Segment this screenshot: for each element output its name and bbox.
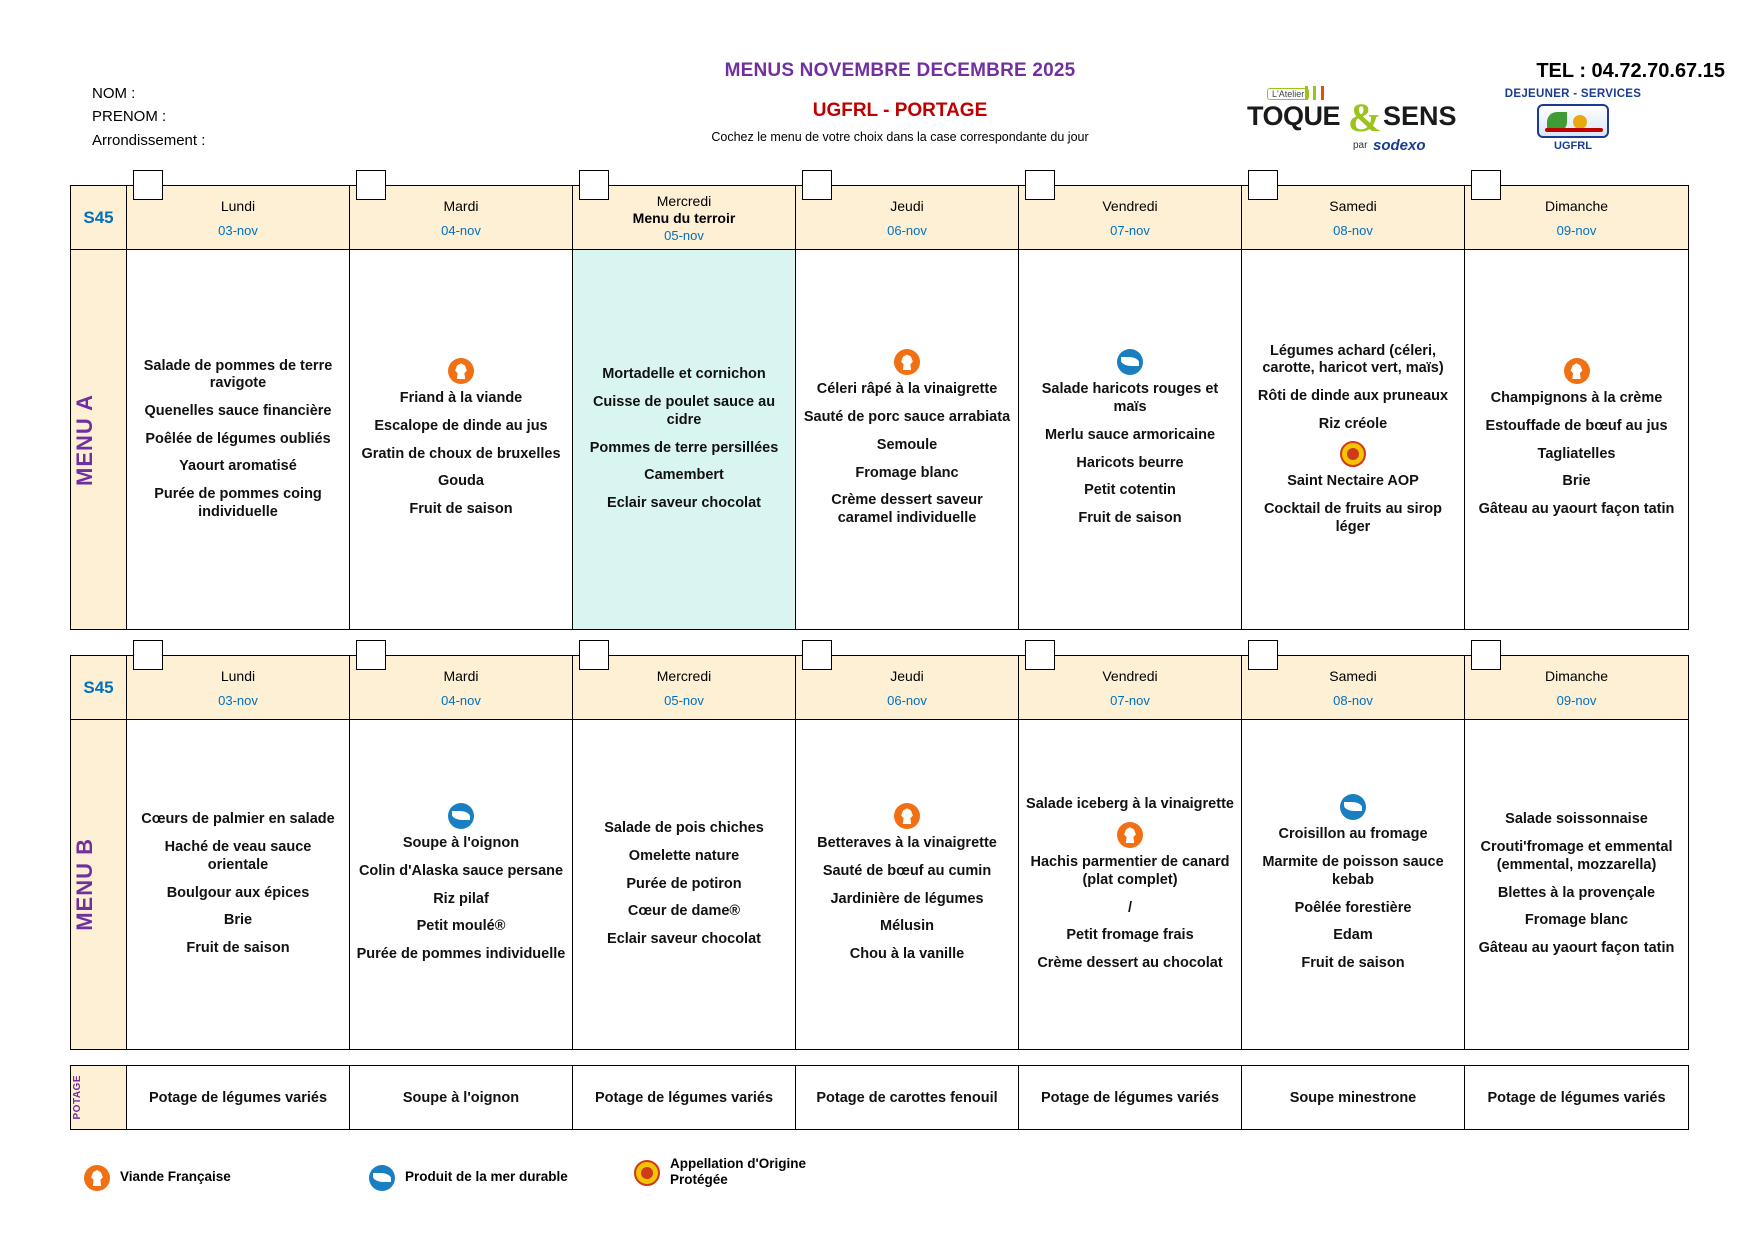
- day-menu-cell: [1019, 720, 1242, 1050]
- meat-badge-icon: [448, 358, 474, 384]
- week-label-cell: [71, 186, 127, 250]
- meat-badge-icon: [84, 1165, 110, 1191]
- dish-name: Eclair saveur chocolat: [607, 931, 761, 948]
- menu-side-label-cell: [71, 250, 127, 630]
- day-name: Vendredi: [1102, 668, 1158, 685]
- day-menu-cell: [350, 720, 573, 1050]
- day-menu-cell: [796, 250, 1019, 630]
- menu-a-table: [70, 185, 1689, 630]
- page-subtitle: UGFRL - PORTAGE: [812, 100, 988, 121]
- meat-badge-icon: [1117, 822, 1143, 848]
- potage-cell: Soupe minestrone: [1242, 1066, 1465, 1130]
- emblem-bar: [1545, 128, 1603, 132]
- dish-name: Hachis parmentier de canard (plat complet): [1030, 854, 1230, 888]
- dish-name: Eclair saveur chocolat: [607, 494, 761, 511]
- potage-side-label-cell: [71, 1066, 127, 1130]
- dish-name: Salade iceberg à la vinaigrette: [1026, 796, 1234, 813]
- dish-name: Sauté de porc sauce arrabiata: [803, 409, 1011, 426]
- day-menu-cell: [573, 720, 796, 1050]
- dish-name: Pommes de terre persillées: [589, 439, 779, 456]
- dish-name: Purée de potiron: [626, 875, 742, 892]
- day-date: 06-nov: [887, 222, 927, 238]
- day-choice-checkbox[interactable]: [1025, 640, 1055, 670]
- day-header-cell: [1242, 656, 1465, 720]
- badge-holder: [802, 346, 1012, 376]
- dish-name: Riz créole: [1318, 415, 1388, 432]
- dish-name: Soupe à l'oignon: [402, 835, 520, 852]
- document-header: [0, 40, 1755, 154]
- day-choice-checkbox[interactable]: [1248, 640, 1278, 670]
- legend-item-meat: [84, 1162, 231, 1192]
- day-header-cell: [1019, 186, 1242, 250]
- legend-meat-label: Viande Française: [120, 1169, 231, 1185]
- day-date: 05-nov: [664, 227, 704, 243]
- dish-name: Yaourt aromatisé: [179, 458, 297, 475]
- day-choice-checkbox[interactable]: [802, 170, 832, 200]
- dish-name: Salade de pommes de terre ravigote: [143, 357, 333, 392]
- day-choice-checkbox[interactable]: [356, 170, 386, 200]
- badge-holder: [1248, 438, 1458, 468]
- day-date: 07-nov: [1110, 222, 1150, 238]
- day-menu-cell: [127, 720, 350, 1050]
- dish-name: Petit fromage frais: [1066, 927, 1194, 944]
- logo-sodexo-text: sodexo: [1373, 137, 1426, 154]
- dish-name: Quenelles sauce financière: [144, 402, 332, 419]
- aop-badge-icon: [1340, 441, 1366, 467]
- legend: [74, 1152, 854, 1212]
- dish-name: Fromage blanc: [855, 464, 959, 481]
- dish-name: Cœur de dame®: [627, 903, 741, 920]
- day-name: Dimanche: [1544, 668, 1609, 685]
- day-name: Mercredi Menu du terroir: [632, 193, 736, 226]
- toque-et-sens-logo: [1245, 88, 1457, 160]
- legend-aop-line2: Protégée: [670, 1171, 728, 1187]
- day-date: 08-nov: [1333, 222, 1373, 238]
- logo-stripe-2: [1313, 86, 1316, 100]
- badge-holder: [356, 800, 566, 830]
- dish-name: Riz pilaf: [433, 890, 489, 907]
- menu-b-table: [70, 655, 1689, 1050]
- logo-stripe-3: [1321, 86, 1324, 100]
- day-menu-cell: [796, 720, 1019, 1050]
- day-menu-cell: [350, 250, 573, 630]
- day-date: 09-nov: [1556, 222, 1597, 238]
- ugfrl-logo: [1478, 88, 1668, 160]
- dish-name: Blettes à la provençale: [1497, 884, 1656, 901]
- dish-name: Champignons à la crème: [1490, 390, 1663, 407]
- dish-name: Brie: [1562, 473, 1591, 490]
- day-date: 04-nov: [441, 222, 481, 238]
- dish-name: Légumes achard (céleri, carotte, haricot vert, maïs): [1262, 342, 1444, 377]
- dish-name: Gouda: [438, 473, 484, 490]
- potage-cell: Potage de carottes fenouil: [796, 1066, 1019, 1130]
- day-header-cell: [573, 656, 796, 720]
- day-date: 05-nov: [664, 692, 704, 708]
- fish-badge-icon: [1340, 794, 1366, 820]
- dish-name: Salade de pois chiches: [604, 820, 764, 837]
- menu-side-label: MENU B: [72, 838, 97, 931]
- day-menu-cell: [1242, 250, 1465, 630]
- dish-name: Salade soissonnaise: [1505, 811, 1648, 828]
- legend-item-fish: [369, 1162, 568, 1192]
- day-menu-cell: [1465, 250, 1689, 630]
- dish-name: Rôti de dinde aux pruneaux: [1257, 387, 1449, 404]
- day-date: 04-nov: [441, 692, 481, 708]
- day-choice-checkbox[interactable]: [133, 170, 163, 200]
- potage-cell: Potage de légumes variés: [1019, 1066, 1242, 1130]
- dish-name: Estouffade de bœuf au jus: [1485, 417, 1668, 434]
- fish-badge-icon: [448, 803, 474, 829]
- day-menu-cell: [1242, 720, 1465, 1050]
- day-choice-checkbox[interactable]: [133, 640, 163, 670]
- day-header-cell: [127, 186, 350, 250]
- dish-name: Jardinière de légumes: [830, 890, 984, 907]
- day-name: Mercredi: [656, 668, 712, 685]
- day-menu-cell: [127, 250, 350, 630]
- dish-name: Fruit de saison: [186, 939, 290, 956]
- ugfrl-emblem-icon: [1537, 104, 1609, 138]
- day-header-cell: [796, 186, 1019, 250]
- day-header-cell: [350, 656, 573, 720]
- dish-name: Semoule: [876, 436, 938, 453]
- legend-aop-label: [670, 1156, 806, 1187]
- meat-badge-icon: [1564, 358, 1590, 384]
- dish-name: Gratin de choux de bruxelles: [361, 445, 561, 462]
- day-choice-checkbox[interactable]: [1248, 170, 1278, 200]
- dish-name: Cocktail de fruits au sirop léger: [1263, 501, 1443, 535]
- dish-name: Saint Nectaire AOP: [1287, 473, 1419, 490]
- day-name: Vendredi: [1102, 198, 1158, 215]
- dish-name: Sauté de bœuf au cumin: [822, 862, 992, 879]
- dish-name: Croisillon au fromage: [1278, 826, 1428, 843]
- logo-ampersand: &: [1348, 95, 1382, 140]
- day-choice-checkbox[interactable]: [579, 170, 609, 200]
- terroir-label: Menu du terroir: [632, 209, 736, 226]
- day-choice-checkbox[interactable]: [1471, 170, 1501, 200]
- dish-name: Salade haricots rouges et maïs: [1041, 381, 1219, 416]
- dish-name: Merlu sauce armoricaine: [1044, 426, 1216, 443]
- dish-name: Cœurs de palmier en salade: [141, 811, 335, 828]
- dish-name: Cuisse de poulet sauce au cidre: [592, 394, 776, 428]
- legend-aop-line1: Appellation d'Origine: [670, 1156, 806, 1171]
- dish-name: Poêlée de légumes oubliés: [145, 430, 331, 447]
- dish-name: Crème dessert saveur caramel individuelle: [831, 492, 983, 526]
- dish-name: Gâteau au yaourt façon tatin: [1478, 501, 1675, 518]
- dish-name: Fruit de saison: [1078, 509, 1182, 526]
- day-name: Mardi: [443, 198, 479, 215]
- day-name: Jeudi: [890, 668, 924, 685]
- dish-name: Gâteau au yaourt façon tatin: [1478, 939, 1675, 956]
- potage-cell: Potage de légumes variés: [1465, 1066, 1689, 1130]
- meat-badge-icon: [894, 803, 920, 829]
- day-name: Lundi: [220, 198, 256, 215]
- day-header-cell: [1019, 656, 1242, 720]
- dish-name: Brie: [223, 912, 253, 929]
- day-name: Samedi: [1329, 198, 1377, 215]
- dish-name: Petit moulé®: [416, 918, 506, 935]
- dish-name: Colin d'Alaska sauce persane: [358, 862, 564, 879]
- potage-side-label: POTAGE: [72, 1075, 83, 1120]
- dish-name: Purée de pommes individuelle: [356, 946, 566, 963]
- day-date: 03-nov: [218, 692, 258, 708]
- nom-label: NOM :: [92, 85, 136, 102]
- dish-name: Poêlée forestière: [1294, 899, 1412, 916]
- dish-name: Tagliatelles: [1537, 445, 1616, 462]
- arrondissement-label: Arrondissement :: [92, 131, 206, 149]
- day-choice-checkbox[interactable]: [579, 640, 609, 670]
- dish-name: Camembert: [644, 467, 724, 484]
- badge-holder: [1471, 355, 1682, 385]
- meat-badge-icon: [894, 349, 920, 375]
- day-name: Lundi: [220, 668, 256, 685]
- dish-name: Haricots beurre: [1076, 454, 1184, 471]
- fish-badge-icon: [1117, 349, 1143, 375]
- badge-holder: [802, 800, 1012, 830]
- dish-name: Mortadelle et cornichon: [602, 366, 766, 383]
- badge-holder: [1248, 791, 1458, 821]
- ugfrl-logo-name: UGFRL: [1554, 140, 1592, 152]
- dish-name: Chou à la vanille: [849, 946, 965, 963]
- dish-name: Céleri râpé à la vinaigrette: [816, 381, 998, 398]
- day-date: 08-nov: [1333, 692, 1373, 708]
- page-note: Cochez le menu de votre choix dans la case correspondante du jour: [711, 130, 1089, 144]
- day-choice-checkbox[interactable]: [356, 640, 386, 670]
- phone-number: TEL : 04.72.70.67.15: [1536, 60, 1725, 82]
- day-name: Mardi: [443, 668, 479, 685]
- day-date: 03-nov: [218, 222, 258, 238]
- identity-block: [92, 82, 205, 152]
- day-header-cell: [1242, 186, 1465, 250]
- ugfrl-logo-top-text: DEJEUNER - SERVICES: [1504, 88, 1642, 100]
- dish-name: Betteraves à la vinaigrette: [817, 835, 997, 852]
- day-menu-cell: [1465, 720, 1689, 1050]
- logo-sens-text: SENS: [1383, 101, 1457, 131]
- potage-cell: Potage de légumes variés: [127, 1066, 350, 1130]
- potage-cell: Soupe à l'oignon: [350, 1066, 573, 1130]
- day-menu-cell: [573, 250, 796, 630]
- week-label-cell: [71, 656, 127, 720]
- potage-cell: Potage de légumes variés: [573, 1066, 796, 1130]
- day-choice-checkbox[interactable]: [1471, 640, 1501, 670]
- day-header-cell: [1465, 186, 1689, 250]
- dish-name: Fromage blanc: [1524, 912, 1629, 929]
- legend-fish-label: Produit de la mer durable: [405, 1169, 568, 1185]
- dish-name: Fruit de saison: [409, 501, 513, 518]
- badge-holder: [1025, 819, 1235, 849]
- badge-holder: [1025, 346, 1235, 376]
- day-date: 07-nov: [1110, 692, 1150, 708]
- day-header-cell: [350, 186, 573, 250]
- dish-name: Boulgour aux épices: [166, 884, 310, 901]
- badge-holder: [356, 355, 566, 385]
- dish-name: Petit cotentin: [1084, 482, 1176, 499]
- potage-table: [70, 1065, 1689, 1130]
- page-title: MENUS NOVEMBRE DECEMBRE 2025: [724, 60, 1076, 81]
- menu-side-label-cell: [71, 720, 127, 1050]
- sun-icon: [1573, 115, 1587, 129]
- dish-name: Escalope de dinde au jus: [374, 417, 548, 434]
- title-block: [560, 60, 1240, 144]
- day-menu-cell: [1019, 250, 1242, 630]
- week-number: S45: [83, 677, 114, 697]
- day-name: Dimanche: [1544, 198, 1609, 215]
- dish-name: Purée de pommes coing individuelle: [154, 486, 322, 520]
- day-choice-checkbox[interactable]: [802, 640, 832, 670]
- dish-name: Mélusin: [880, 918, 934, 935]
- logo-toque-text: TOQUE: [1247, 101, 1341, 131]
- day-name: Samedi: [1329, 668, 1377, 685]
- aop-badge-icon: [634, 1160, 660, 1186]
- week-number: S45: [83, 207, 114, 227]
- menu-side-label: MENU A: [72, 393, 97, 486]
- dish-name: /: [1127, 899, 1133, 916]
- day-date: 09-nov: [1556, 692, 1597, 708]
- dish-name: Edam: [1333, 927, 1373, 944]
- prenom-label: PRENOM :: [92, 108, 167, 126]
- day-header-cell: [796, 656, 1019, 720]
- day-name: Jeudi: [890, 198, 924, 215]
- dish-name: Crème dessert au chocolat: [1037, 954, 1223, 971]
- dish-name: Crouti'fromage et emmental (emmental, mozzarella): [1480, 839, 1673, 873]
- fish-badge-icon: [369, 1165, 395, 1191]
- day-date: 06-nov: [887, 692, 927, 708]
- legend-item-aop: [634, 1156, 806, 1187]
- dish-name: Marmite de poisson sauce kebab: [1262, 854, 1444, 888]
- dish-name: Friand à la viande: [399, 390, 523, 407]
- logo-par-text: par: [1353, 140, 1368, 151]
- day-header-cell: [573, 186, 796, 250]
- day-header-cell: [1465, 656, 1689, 720]
- dish-name: Fruit de saison: [1301, 954, 1405, 971]
- day-choice-checkbox[interactable]: [1025, 170, 1055, 200]
- day-header-cell: [127, 656, 350, 720]
- dish-name: Haché de veau sauce orientale: [164, 839, 312, 873]
- logo-atelier-text: L'Atelier: [1267, 88, 1309, 100]
- dish-name: Omelette nature: [628, 847, 740, 864]
